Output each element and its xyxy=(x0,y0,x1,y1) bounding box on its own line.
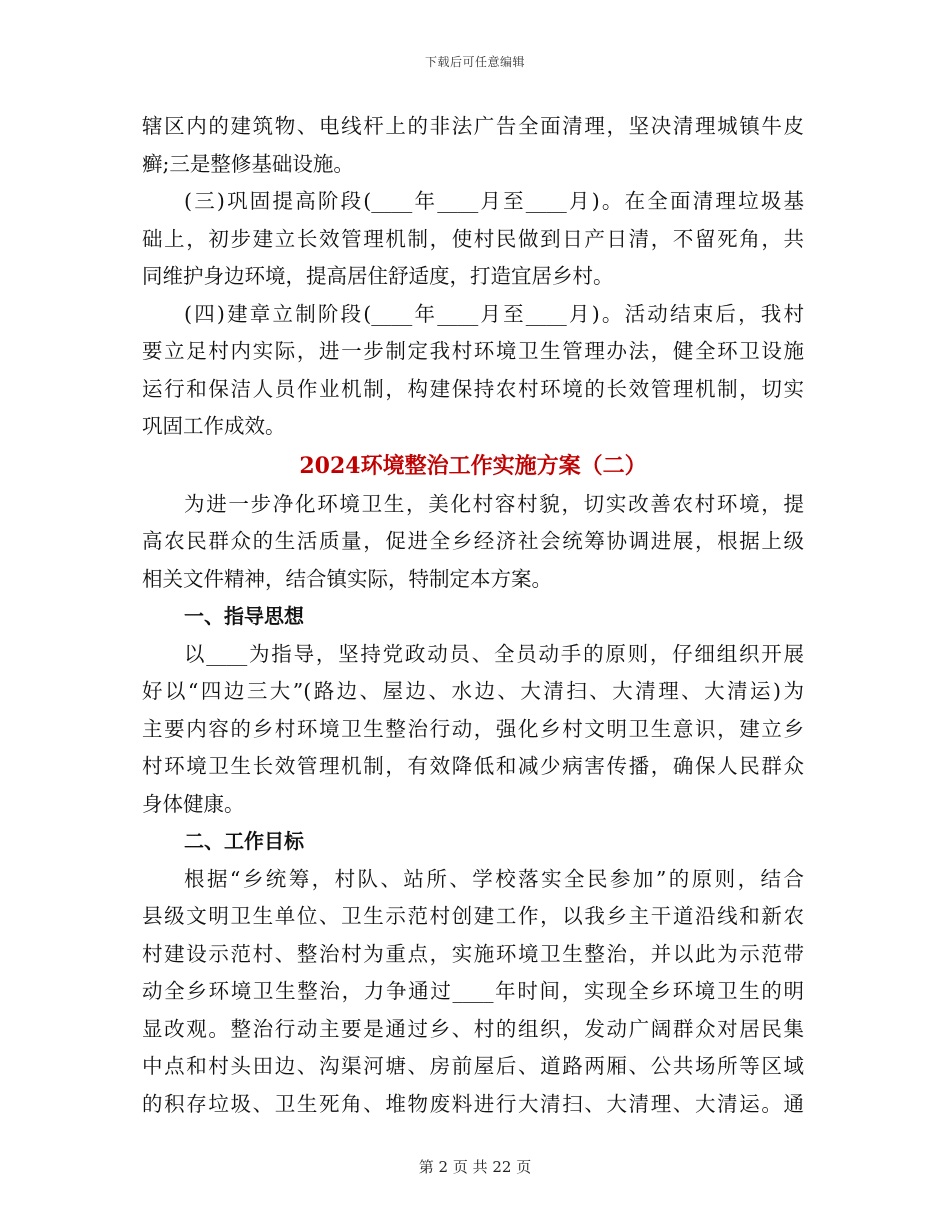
paragraph-guiding-ideology xyxy=(142,636,804,824)
text-line: 以____为指导，坚持党政动员、全员动手的原则，仔细组织开展 xyxy=(184,641,804,666)
heading-guiding-ideology: 一、指导思想 xyxy=(184,604,304,628)
text-line: 运行和保洁人员作业机制，构建保持农村环境的长效管理机制，切实 xyxy=(142,376,804,401)
text-line: 同维护身边环境，提高居住舒适度，打造宜居乡村。 xyxy=(142,264,614,288)
text-line: 身体健康。 xyxy=(142,791,245,816)
paragraph-continued xyxy=(142,108,804,183)
text-line: 县级文明卫生单位、卫生示范村创建工作，以我乡主干道沿线和新农 xyxy=(142,904,804,928)
text-line: 主要内容的乡村环境卫生整治行动，强化乡村文明卫生意识，建立乡 xyxy=(142,716,804,741)
text-line: (三)巩固提高阶段(____年____月至____月)。在全面清理垃圾基 xyxy=(184,189,804,213)
text-line: (四)建章立制阶段(____年____月至____月)。活动结束后，我村 xyxy=(184,301,804,326)
paragraph-stage-three xyxy=(142,183,804,296)
text-line: 村环境卫生长效管理机制，有效降低和减少病害传播，确保人民群众 xyxy=(142,754,804,778)
text-line: 癣;三是整修基础设施。 xyxy=(142,151,354,176)
text-line: 辖区内的建筑物、电线杆上的非法广告全面清理，坚决清理城镇牛皮 xyxy=(142,114,804,138)
text-line: 础上，初步建立长效管理机制，使村民做到日产日清，不留死角，共 xyxy=(142,226,804,251)
section-title: 2024环境整治工作实施方案（二） xyxy=(299,452,647,479)
text-line: 好以“四边三大”(路边、屋边、水边、大清扫、大清理、大清运)为 xyxy=(142,679,804,703)
text-line: 动全乡环境卫生整治，力争通过____年时间，实现全乡环境卫生的明 xyxy=(142,979,804,1003)
page-number-footer: 第 2 页 共 22 页 xyxy=(418,1158,532,1176)
text-line: 中点和村头田边、沟渠河塘、房前屋后、道路两厢、公共场所等区域 xyxy=(142,1054,804,1078)
heading-work-goals: 二、工作目标 xyxy=(184,829,304,853)
paragraph-intro xyxy=(142,486,804,599)
document-body xyxy=(142,108,804,1123)
text-line: 要立足村内实际，进一步制定我村环境卫生管理办法，健全环卫设施 xyxy=(142,339,804,363)
text-line: 为进一步净化环境卫生，美化村容村貌，切实改善农村环境，提 xyxy=(184,491,804,516)
text-line: 显改观。整治行动主要是通过乡、村的组织，发动广阔群众对居民集 xyxy=(142,1016,804,1041)
paragraph-stage-four xyxy=(142,296,804,446)
text-line: 根据“乡统筹，村队、站所、学校落实全民参加”的原则，结合 xyxy=(184,866,804,891)
paragraph-work-goals xyxy=(142,861,804,1124)
text-line: 的积存垃圾、卫生死角、堆物废料进行大清扫、大清理、大清运。通 xyxy=(142,1091,804,1116)
text-line: 相关文件精神，结合镇实际，特制定本方案。 xyxy=(142,566,552,591)
text-line: 巩固工作成效。 xyxy=(142,414,286,438)
text-line: 村建设示范村、整治村为重点，实施环境卫生整治，并以此为示范带 xyxy=(142,941,804,966)
text-line: 高农民群众的生活质量，促进全乡经济社会统筹协调进展，根据上级 xyxy=(142,529,804,553)
page-header-note: 下载后可任意编辑 xyxy=(424,55,525,69)
